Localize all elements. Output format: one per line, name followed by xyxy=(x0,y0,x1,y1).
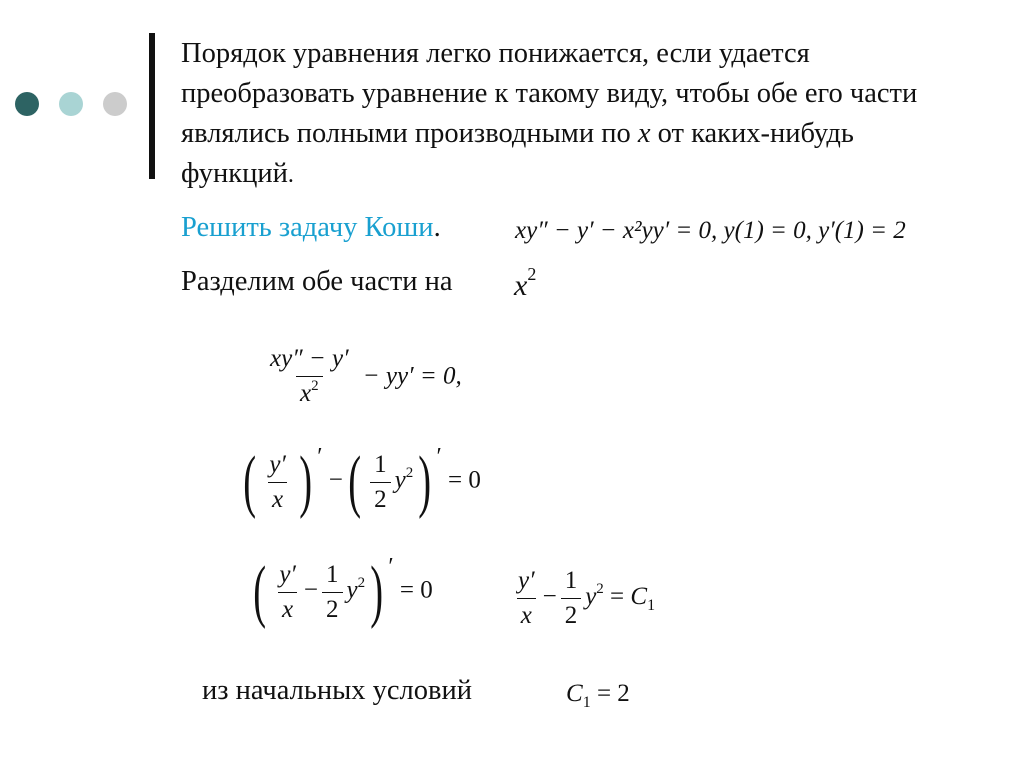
eq4-f1-num: y′ xyxy=(518,567,535,594)
eq3-lparen: ( xyxy=(253,553,267,630)
eq3-fraction-2 xyxy=(322,561,343,624)
eq1-rest: − yy′ = 0, xyxy=(362,362,462,390)
eq2-f1-num: y′ xyxy=(269,450,286,478)
initial-c-sub: 1 xyxy=(582,694,591,711)
decor-dot-dark xyxy=(15,92,39,116)
eq2-rparen-2: ) xyxy=(418,443,432,520)
eq2-y-exp: 2 xyxy=(405,464,414,481)
eq1-fraction xyxy=(266,345,353,411)
eq2-f1-den: x xyxy=(268,482,287,514)
equation-4 xyxy=(510,567,655,630)
divide-exp: 2 xyxy=(527,264,537,284)
eq3-f2-num: 1 xyxy=(326,560,339,588)
eq2-prime-2: ′ xyxy=(436,443,442,470)
initial-rhs: = 2 xyxy=(590,680,630,707)
eq4-c-sub: 1 xyxy=(647,597,656,615)
eq3-f1-num: y′ xyxy=(279,560,296,588)
eq1-numerator: xy″ − y′ xyxy=(270,345,349,372)
eq4-minus: − xyxy=(542,583,557,611)
eq2-rparen-1: ) xyxy=(299,443,312,520)
eq2-f2-den: 2 xyxy=(370,482,391,514)
initial-c1-equation xyxy=(566,680,630,711)
eq2-fraction-2 xyxy=(370,451,391,514)
eq3-prime: ′ xyxy=(388,553,394,580)
eq2-fraction-1 xyxy=(265,451,290,514)
eq4-f2-den: 2 xyxy=(561,598,582,630)
eq1-denominator xyxy=(296,376,323,411)
initial-c: C xyxy=(566,680,583,707)
task-line xyxy=(181,212,441,244)
intro-text-after: от каких-нибудь функций xyxy=(181,118,854,189)
divide-x-squared xyxy=(514,264,537,303)
eq3-f2-den: 2 xyxy=(322,592,343,624)
eq1-den-exp: 2 xyxy=(311,378,319,394)
equation-2 xyxy=(238,443,481,520)
eq1-den-var: x xyxy=(299,380,312,407)
eq2-prime-1: ′ xyxy=(317,443,323,470)
initial-conditions-text: из начальных условий xyxy=(202,675,472,706)
eq4-f1-den: x xyxy=(517,598,536,630)
eq2-minus: − xyxy=(328,466,343,494)
eq4-c: C xyxy=(630,583,648,611)
eq4-rhs: = xyxy=(610,583,631,611)
divide-var: x xyxy=(514,269,528,302)
eq3-fraction-1 xyxy=(275,561,300,624)
eq3-y-exp: 2 xyxy=(357,574,366,591)
eq2-y: y xyxy=(394,466,406,494)
intro-text: Порядок уравнения легко понижается, если удается преобразовать уравнение к такому виду, чтобы обе его части являлись полными производными по xyxy=(181,38,918,149)
intro-var-x: x xyxy=(637,118,651,149)
intro-paragraph xyxy=(181,34,971,195)
eq4-y: y xyxy=(585,583,597,611)
eq4-f2-num: 1 xyxy=(564,567,578,594)
decor-dot-gray xyxy=(103,92,127,116)
intro-period: . xyxy=(287,162,294,188)
eq3-rhs: = 0 xyxy=(399,576,433,604)
eq4-fraction-1 xyxy=(514,567,539,630)
eq2-rhs: = 0 xyxy=(448,466,481,494)
eq3-minus: − xyxy=(303,576,318,604)
eq2-f2-num: 1 xyxy=(374,450,387,478)
eq2-lparen-1: ( xyxy=(243,443,257,520)
task-label: Решить задачу Коши xyxy=(181,212,434,243)
eq4-fraction-2 xyxy=(561,567,582,630)
eq3-f1-den: x xyxy=(278,592,297,624)
equation-1 xyxy=(262,345,462,411)
eq3-rparen: ) xyxy=(370,553,384,630)
eq4-y-exp: 2 xyxy=(596,581,604,598)
divide-text: Разделим обе части на xyxy=(181,266,453,297)
eq3-y: y xyxy=(346,576,358,604)
eq2-lparen-2: ( xyxy=(348,443,361,520)
task-equation: xy″ − y′ − x²yy′ = 0, y(1) = 0, y′(1) = 2 xyxy=(515,217,906,244)
decor-dot-teal xyxy=(59,92,83,116)
task-period: . xyxy=(433,212,441,243)
equation-3 xyxy=(248,553,433,630)
decor-vertical-bar xyxy=(149,33,155,179)
